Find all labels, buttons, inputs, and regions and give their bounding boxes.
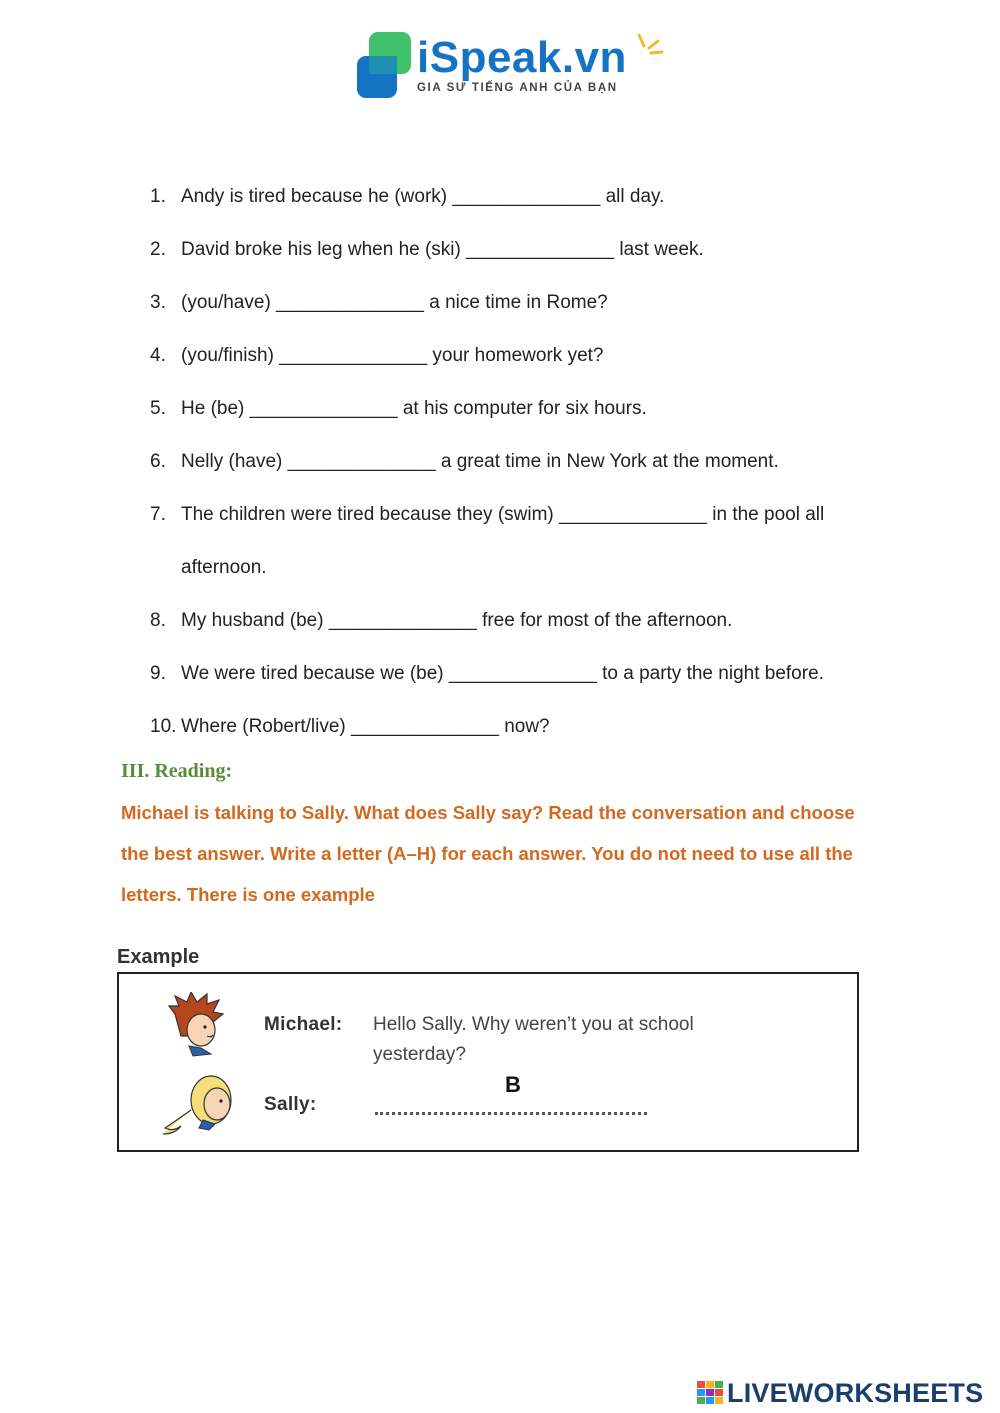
question-text: Andy is tired because he (work) ______________ all day. [181,186,665,207]
question-item [150,647,890,700]
question-text: The children were tired because they (swim) ______________ in the pool all [181,504,825,525]
question-text: We were tired because we (be) ______________ to a party the night before. [181,663,824,684]
question-number: 4. [150,345,166,366]
question-text-continued: afternoon. [181,557,267,578]
liveworksheets-logo-icon [697,1381,723,1405]
question-text: David broke his leg when he (ski) ______________ last week. [181,239,704,260]
michael-avatar [167,992,227,1060]
question-item [150,435,890,488]
example-box [117,972,859,1152]
answer-blank [375,1112,647,1115]
sally-avatar [157,1070,239,1138]
reading-section-title: III. Reading: [121,760,233,782]
question-item [150,594,890,647]
michael-name: Michael: [264,1014,343,1035]
question-continuation [150,541,890,594]
question-text: (you/have) ______________ a nice time in Rome? [181,292,608,313]
brand-tagline: GIA SƯ TIẾNG ANH CỦA BẠN [417,82,618,94]
ispeak-logo-icon [355,30,415,100]
question-number: 6. [150,451,166,472]
question-item [150,276,890,329]
example-label: Example [117,946,200,968]
question-number: 7. [150,504,166,525]
question-number: 9. [150,663,166,684]
question-number: 5. [150,398,166,419]
question-text: He (be) ______________ at his computer for six hours. [181,398,647,419]
brand-name: iSpeak.vn [417,33,627,82]
question-list [150,170,890,753]
question-item [150,382,890,435]
question-text: (you/finish) ______________ your homework yet? [181,345,604,366]
question-item [150,488,890,541]
question-number: 8. [150,610,166,631]
question-text: Where (Robert/live) ______________ now? [181,716,550,737]
question-item [150,329,890,382]
question-item [150,700,890,753]
question-number: 3. [150,292,166,313]
sally-name: Sally: [264,1094,317,1115]
example-answer: B [505,1072,521,1097]
question-text: My husband (be) ______________ free for most of the afternoon. [181,610,733,631]
question-text: Nelly (have) ______________ a great time in New York at the moment. [181,451,779,472]
michael-line: Hello Sally. Why weren’t you at school yesterday? [373,1014,694,1065]
question-number: 10. [150,716,177,737]
reading-instructions: Michael is talking to Sally. What does Sally say? Read the conversation and choose the best answer. Write a letter (A–H) for each answer. You do not need to use all the letters. There is one example [121,802,855,905]
question-number: 2. [150,239,166,260]
liveworksheets-brand: LIVEWORKSHEETS [727,1378,984,1408]
question-item [150,170,890,223]
question-number: 1. [150,186,166,207]
sparkle-icon [638,32,664,58]
ispeak-logo [355,30,665,102]
question-item [150,223,890,276]
